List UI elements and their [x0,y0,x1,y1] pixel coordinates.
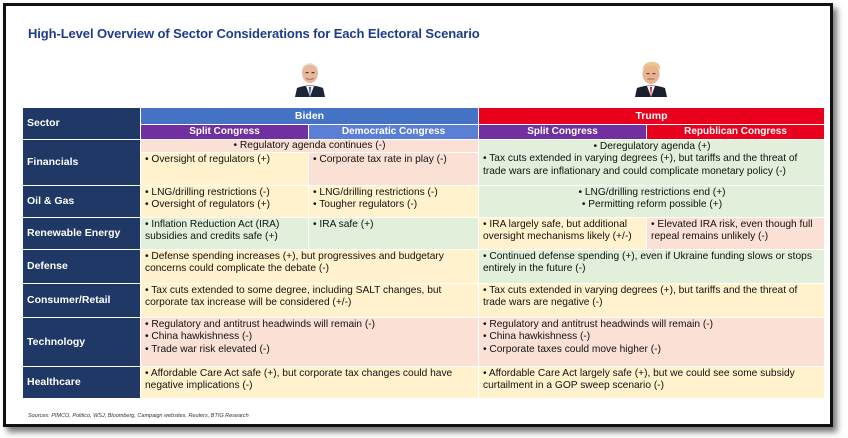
consumer-trump: • Tax cuts extended in varying degrees (+), but tariffs and the threat of trade wars are negative (-) [479,284,825,318]
oil-gas-biden-split [141,186,309,218]
row-label-consumer-retail: Consumer/Retail [23,284,141,318]
financials-biden-common: • Regulatory agenda continues (-) [141,140,478,153]
technology-trump [479,318,825,367]
row-label-technology: Technology [23,318,141,367]
biden-split-congress-header: Split Congress [141,125,309,140]
biden-header: Biden [141,108,479,125]
financials-trump [479,140,825,186]
trump-split-congress-header: Split Congress [479,125,647,140]
financials-trump-item: • Deregulatory agenda (+) [593,141,711,152]
slide-frame [3,3,833,427]
democratic-congress-header: Democratic Congress [309,125,479,140]
row-label-healthcare: Healthcare [23,367,141,399]
oil-gas-item: • Tougher regulators (-) [313,199,418,211]
renewable-trump-rep: • Elevated IRA risk, even though full repeal remains unlikely (-) [647,218,825,250]
row-label-defense: Defense [23,250,141,284]
sector-table [23,108,825,399]
row-label-financials: Financials [23,140,141,186]
trump-header: Trump [479,108,825,125]
oil-gas-item: • LNG/drilling restrictions end (+) [578,187,726,198]
trump-portrait [634,57,668,97]
renewable-biden-dem: • IRA safe (+) [309,218,479,250]
financials-biden-split: • Oversight of regulators (+) [141,153,309,186]
technology-item: • Trade war risk elevated (-) [145,343,270,355]
republican-congress-header: Republican Congress [647,125,825,140]
source-note: Sources: PIMCO, Politico, WSJ, Bloomberg, Campaign websites, Reuters, BTIG Research [28,413,249,419]
technology-item: • Regulatory and antitrust headwinds will remain (-) [145,319,376,330]
row-label-oil-gas: Oil & Gas [23,186,141,218]
defense-trump: • Continued defense spending (+), even if Ukraine funding slows or stops entirely in the future (-) [479,250,825,284]
technology-item: • Corporate taxes could move higher (-) [483,343,661,355]
healthcare-trump: • Affordable Care Act largely safe (+), but we could see some subsidy curtailment in a GOP sweep scenario (-) [479,367,825,399]
renewable-trump-split: • IRA largely safe, but additional oversight mechanisms likely (+/-) [479,218,647,250]
financials-biden-dem: • Corporate tax rate in play (-) [309,153,478,186]
sector-column-header: Sector [23,108,141,140]
financials-biden [141,140,479,186]
oil-gas-item: • LNG/drilling restrictions (-) [145,187,270,198]
technology-item: • China hawkishness (-) [483,331,591,343]
oil-gas-item: • Permitting reform possible (+) [581,199,723,211]
defense-biden: • Defense spending increases (+), but progressives and budgetary concerns could complicate the debate (-) [141,250,479,284]
biden-portrait [293,57,327,97]
healthcare-biden: • Affordable Care Act safe (+), but corporate tax changes could have negative implications (-) [141,367,479,399]
oil-gas-biden-dem [309,186,479,218]
oil-gas-item: • LNG/drilling restrictions (-) [313,187,438,198]
renewable-biden-split: • Inflation Reduction Act (IRA) subsidies and credits safe (+) [141,218,309,250]
technology-biden [141,318,479,367]
financials-trump-item: • Tax cuts extended in varying degrees (+), but tariffs and the threat of trade wars are inflationary and could complicate monetary policy (-) [483,153,798,177]
technology-item: • China hawkishness (-) [145,331,253,343]
row-label-renewable-energy: Renewable Energy [23,218,141,250]
page-title: High-Level Overview of Sector Considerations for Each Electoral Scenario [28,26,480,41]
oil-gas-item: • Oversight of regulators (+) [145,199,271,211]
oil-gas-trump [479,186,825,218]
consumer-biden: • Tax cuts extended to some degree, including SALT changes, but corporate tax increase will be considered (+/-) [141,284,479,318]
technology-item: • Regulatory and antitrust headwinds will remain (-) [483,319,714,330]
